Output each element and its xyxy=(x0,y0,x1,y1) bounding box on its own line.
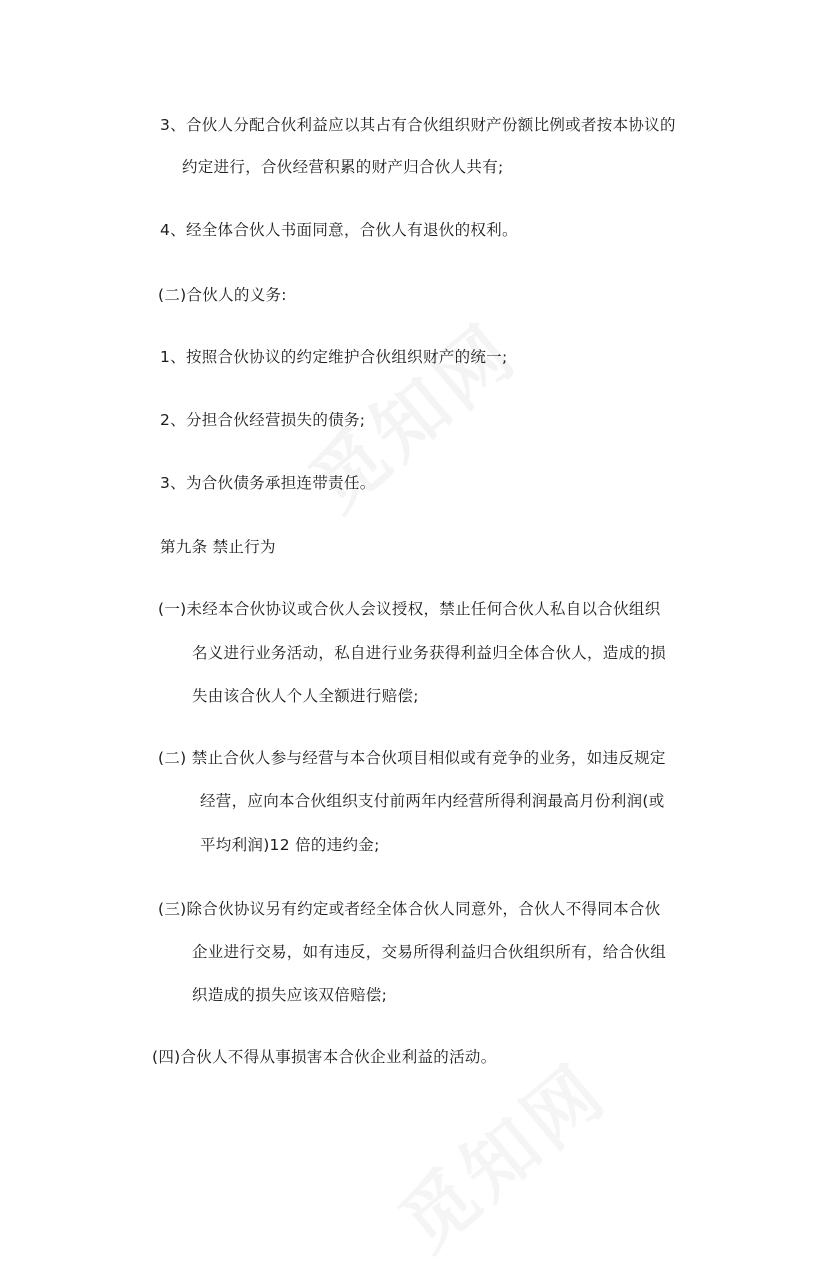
clause-line: 织造成的损失应该双倍赔偿; xyxy=(192,986,388,1004)
article-heading: 第九条 禁止行为 xyxy=(160,538,276,556)
watermark xyxy=(374,1035,626,1270)
clause-line: 约定进行，合伙经营积累的财产归合伙人共有; xyxy=(182,158,504,176)
clause-line: 3、合伙人分配合伙利益应以其占有合伙组织财产份额比例或者按本协议的 xyxy=(160,116,676,134)
clause-line: 4、经全体合伙人书面同意，合伙人有退伙的权利。 xyxy=(160,221,518,239)
clause-line: (二) 禁止合伙人参与经营与本合伙项目相似或有竞争的业务，如违反规定 xyxy=(158,749,666,767)
clause-line: 失由该合伙人个人全额进行赔偿; xyxy=(192,687,419,705)
clause-line: (一)未经本合伙协议或合伙人会议授权，禁止任何合伙人私自以合伙组织 xyxy=(158,600,661,618)
clause-line: 企业进行交易，如有违反，交易所得利益归合伙组织所有，给合伙组 xyxy=(192,943,667,961)
section-heading: (二)合伙人的义务: xyxy=(158,286,287,304)
clause-line: (三)除合伙协议另有约定或者经全体合伙人同意外，合伙人不得同本合伙 xyxy=(158,900,661,918)
clause-line: 经营，应向本合伙组织支付前两年内经营所得利润最高月份利润(或 xyxy=(200,792,665,810)
clause-line: 1、按照合伙协议的约定维护合伙组织财产的统一; xyxy=(160,348,508,366)
clause-line: 平均利润)12 倍的违约金; xyxy=(200,836,380,854)
clause-line: 3、为合伙债务承担连带责任。 xyxy=(160,474,376,492)
clause-line: 2、分担合伙经营损失的债务; xyxy=(160,411,366,429)
clause-line: (四)合伙人不得从事损害本合伙企业利益的活动。 xyxy=(152,1048,497,1066)
clause-line: 名义进行业务活动，私自进行业务获得利益归全体合伙人，造成的损 xyxy=(192,644,667,662)
